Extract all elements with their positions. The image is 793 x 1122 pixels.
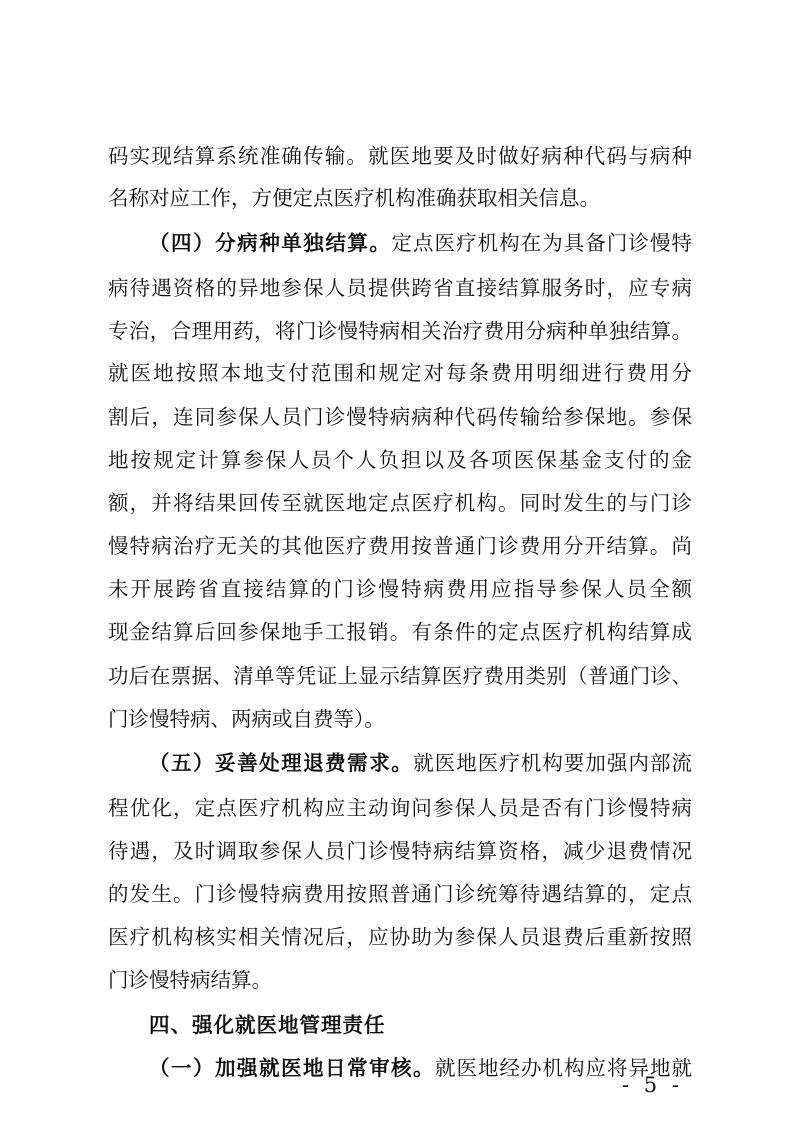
section-5-first-line-text: 就医地医疗机构要加强内部流 (413, 751, 692, 775)
paragraph-line: 未开展跨省直接结算的门诊慢特病费用应指导参保人员全额 (108, 577, 692, 601)
paragraph-line: 地按规定计算参保人员个人负担以及各项医保基金支付的金 (108, 448, 692, 472)
section-4-first-line-text: 定点医疗机构在为具备门诊慢特 (391, 231, 692, 255)
part-4-title: 四、强化就医地管理责任 (149, 1013, 386, 1037)
paragraph-line: 的发生。门诊慢特病费用按照普通门诊统筹待遇结算的，定点 (108, 882, 692, 906)
paragraph-line: 门诊慢特病结算。 (108, 968, 272, 992)
section-5-heading: （五）妥善处理退费需求。 (149, 751, 414, 775)
paragraph-line: 码实现结算系统准确传输。就医地要及时做好病种代码与病种 (108, 144, 692, 168)
paragraph-line: 名称对应工作，方便定点医疗机构准确获取相关信息。 (108, 186, 600, 210)
subsection-1-first-line-text: 就医地经办机构应将异地就 (435, 1056, 692, 1080)
paragraph-line: 待遇，及时调取参保人员门诊慢特病结算资格，减少退费情况 (108, 839, 692, 863)
paragraph-line: 慢特病治疗无关的其他医疗费用按普通门诊费用分开结算。尚 (108, 534, 692, 558)
paragraph-line: 医疗机构核实相关情况后，应协助为参保人员退费后重新按照 (108, 925, 692, 949)
paragraph-line: 门诊慢特病、两病或自费等）。 (108, 707, 385, 731)
paragraph-line: 割后，连同参保人员门诊慢特病病种代码传输给参保地。参保 (108, 405, 692, 429)
section-5-first-line (149, 748, 692, 778)
paragraph-line: 程优化，定点医疗机构应主动询问参保人员是否有门诊慢特病 (108, 796, 692, 820)
subsection-1-heading: （一）加强就医地日常审核。 (149, 1056, 435, 1080)
paragraph-line: 功后在票据、清单等凭证上显示结算医疗费用类别（普通门诊、 (108, 664, 692, 688)
paragraph-line: 额，并将结果回传至就医地定点医疗机构。同时发生的与门诊 (108, 491, 692, 515)
section-4-heading: （四）分病种单独结算。 (149, 231, 392, 255)
paragraph-line: 专治，合理用药，将门诊慢特病相关治疗费用分病种单独结算。 (108, 319, 692, 343)
page-number: - 5 - (622, 1073, 683, 1097)
paragraph-line: 就医地按照本地支付范围和规定对每条费用明细进行费用分 (108, 361, 692, 385)
section-4-first-line (149, 228, 692, 258)
paragraph-line: 现金结算后回参保地手工报销。有条件的定点医疗机构结算成 (108, 620, 692, 644)
paragraph-line: 病待遇资格的异地参保人员提供跨省直接结算服务时，应专病 (108, 276, 692, 300)
subsection-1-first-line (149, 1053, 692, 1083)
